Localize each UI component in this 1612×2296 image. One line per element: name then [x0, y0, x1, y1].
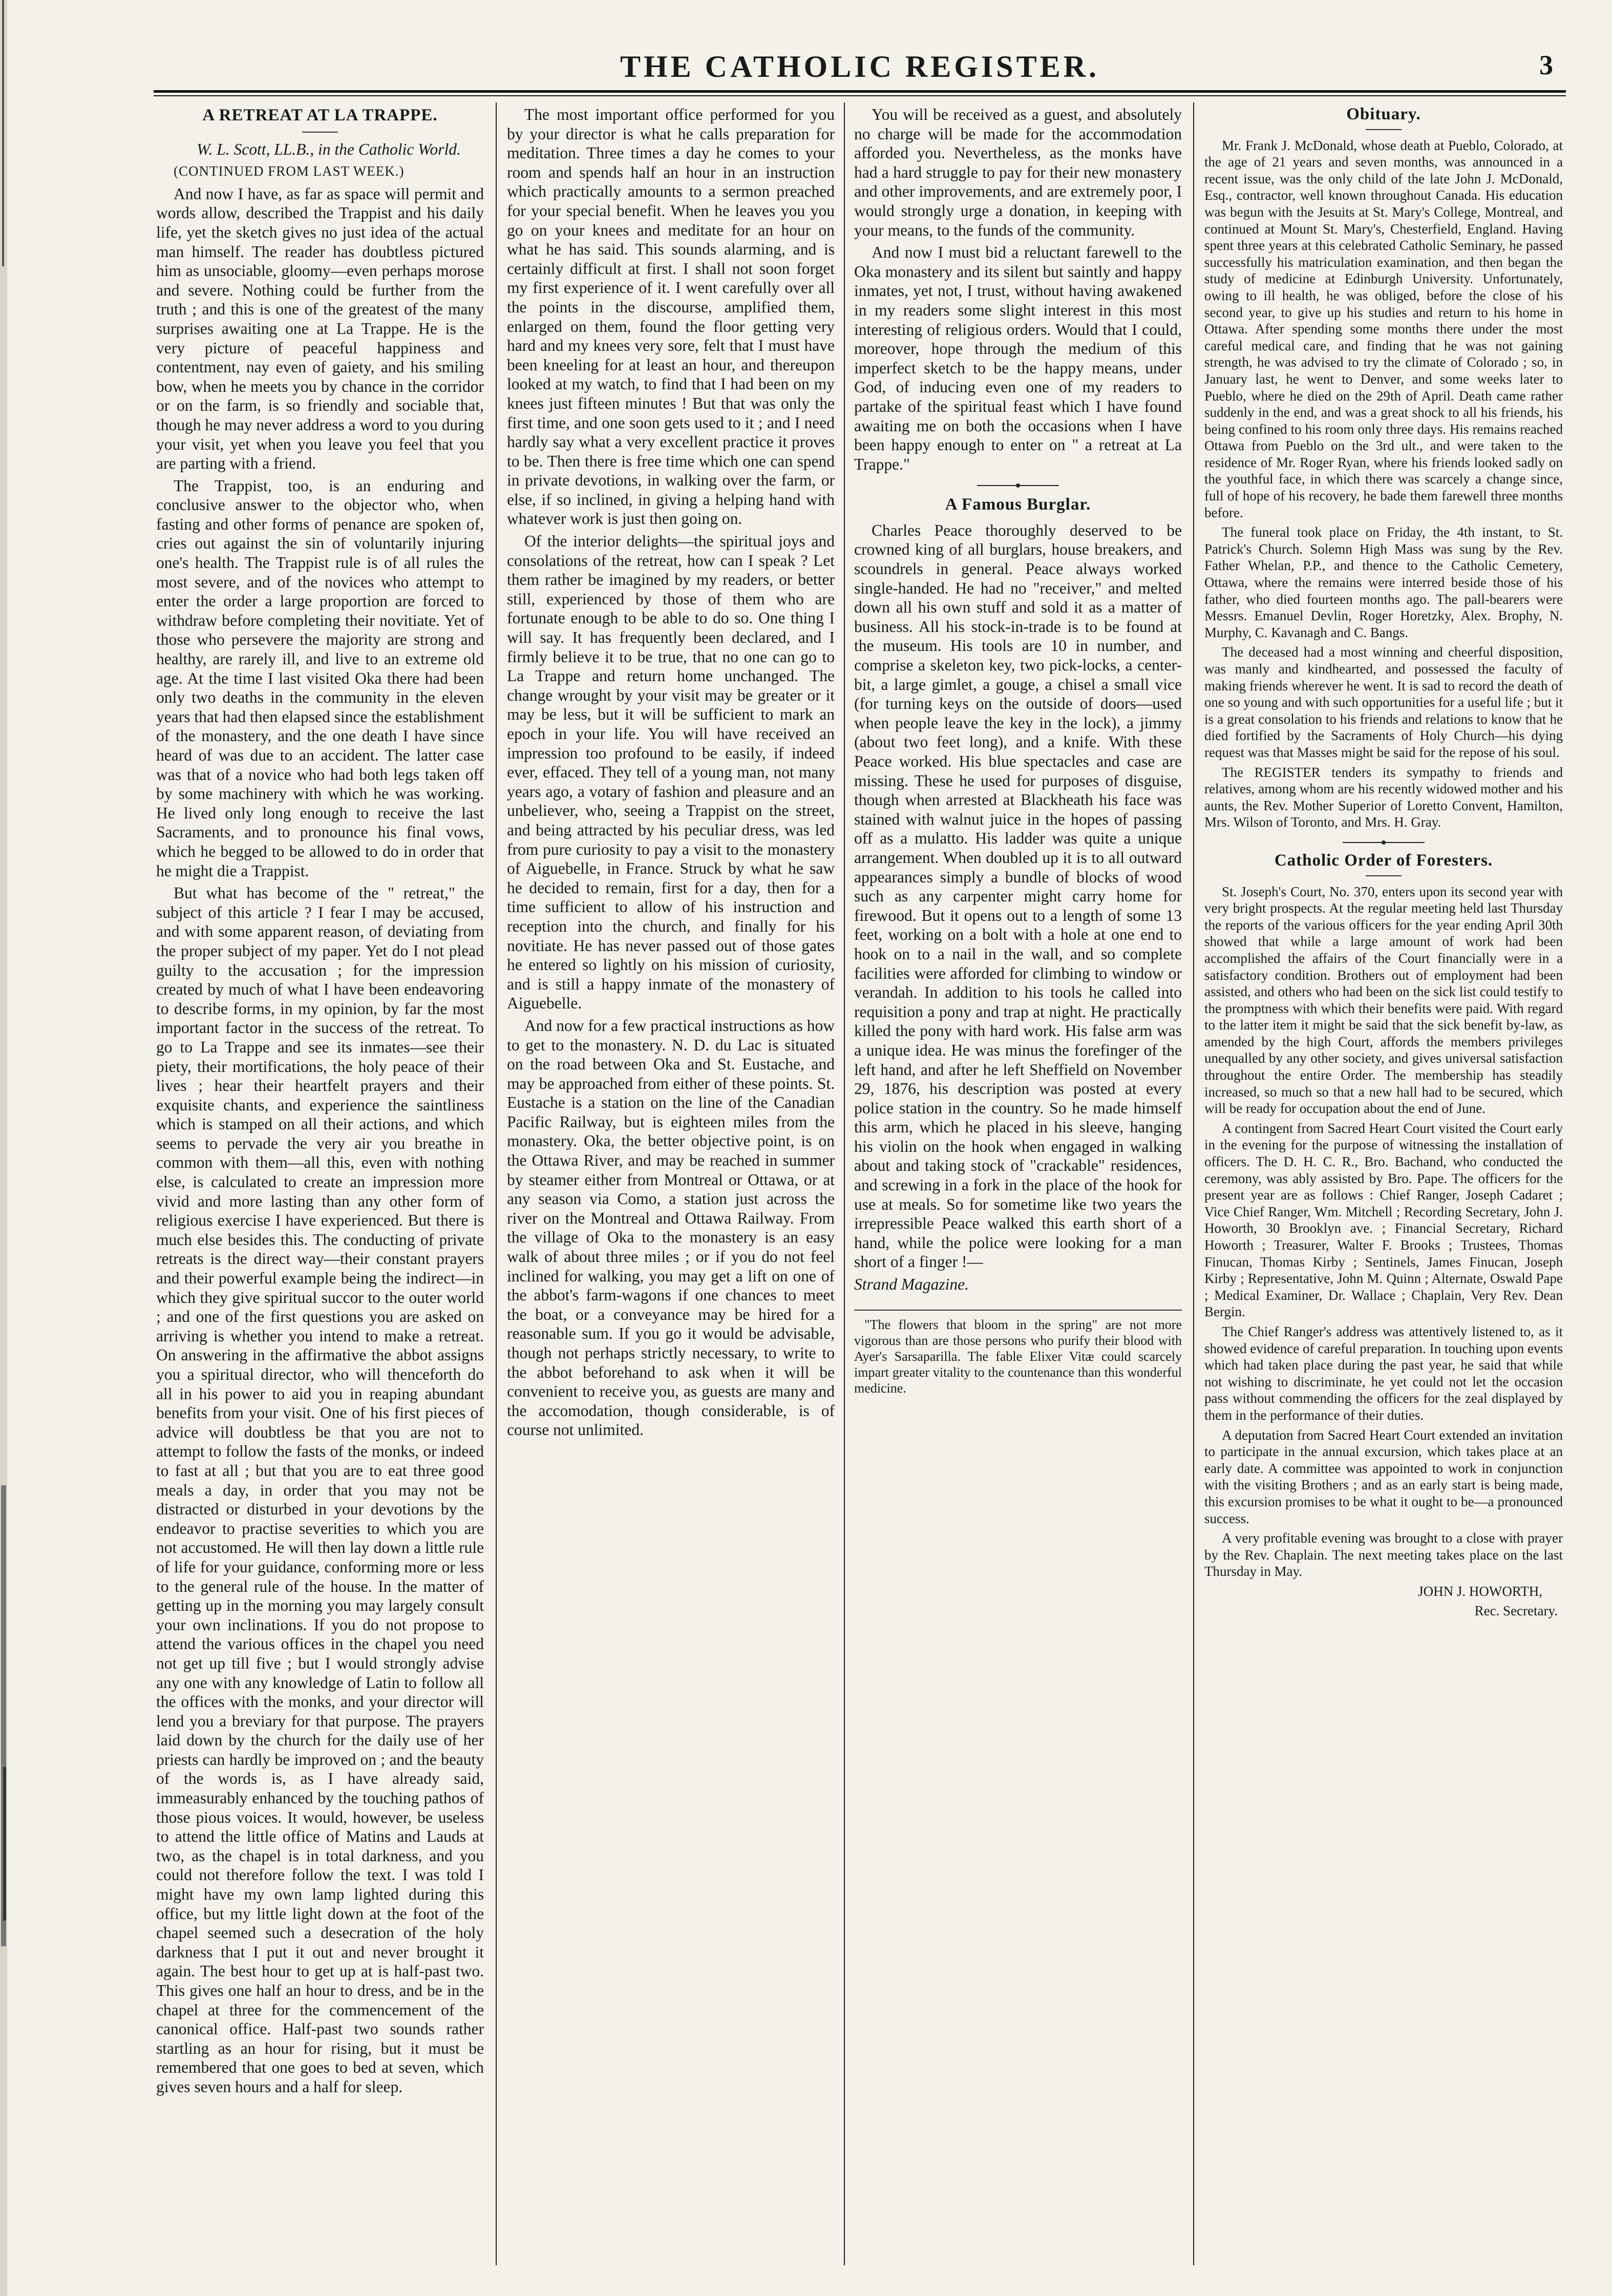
title-rule [1366, 875, 1402, 876]
obituary-paragraph: The REGISTER tenders its sympathy to friends and relatives, among whom are his recently widowed mother and his aunts, the Rev. Mother Superior of Loretto Convent, Hamilton, Mrs. Wilson of Toronto, and Mrs. H. Gray. [1204, 764, 1563, 830]
foresters-paragraph: A deputation from Sacred Heart Court extended an invitation to participate in the annual excursion, which takes place at an early date. A committee was appointed to work in conjunction with the visiting Brothers ; and as an early start is being made, this excursion promises to be what it ought to be—a pronounced success. [1204, 1427, 1563, 1526]
section-title: Catholic Order of Foresters. [1274, 851, 1493, 870]
title-rule [302, 132, 338, 133]
column-divider [844, 102, 845, 2265]
foresters-paragraph: A contingent from Sacred Heart Court visited the Court early in the evening for the purpose of witnessing the installation of officers. The D. H. C. R., Bro. Bachand, who conducted the ceremony, was ably assisted by Bro. Pape. The officers for the present year are as follows : Chief Ranger, Joseph Cadaret ; Vice Chief Ranger, Wm. Mitchell ; Recording Secretary, John J. Howorth, 30 Brooklyn ave. ; Financial Secretary, Richard Howorth ; Treasurer, Walter F. Brooks ; Trustees, Thomas Finucan, Thomas Kirby ; Sentinels, James Finucan, Joseph Kirby ; Representative, John M. Quinn ; Alternate, Oswald Pape ; Medical Examiner, Dr. Wallace ; Chaplain, Very Rev. Dean Bergin. [1204, 1120, 1563, 1320]
article-paragraph: Of the interior delights—the spiritual joys and consolations of the retreat, how can I speak ? Let them rather be imagined by my readers, or better still, experienced by those of them who are fortunate enough to be able to do so. One thing I will say. It has frequently been declared, and I firmly believe it to be true, that no one can go to La Trappe and return home unchanged. The change wrought by your visit may be greater or it may be less, but it will be sufficient to mark an epoch in your life. You will have received an impression too profound to be easily, if indeed ever, effaced. They tell of a young man, not many years ago, a votary of fashion and pleasure and an unbeliever, who, seeing a Trappist on the street, and being attracted by his peculiar dress, was led from pure curiosity to pay a visit to the monastery of Aiguebelle, in France. Struck by what he saw he decided to remain, first for a day, then for a time sufficient to allow of his instruction and reception into the church, and finally for his novitiate. He has never passed out of those gates he entered so lightly on his mission of curiosity, and is still a happy inmate of the monastery of Aiguebelle. [507, 532, 835, 1013]
masthead-rule-thin [154, 95, 1566, 96]
ornamental-divider [1343, 840, 1425, 845]
signature-title: Rec. Secretary. [1474, 1603, 1558, 1619]
foresters-paragraph: St. Joseph's Court, No. 370, enters upon its second year with very bright prospects. At the regular meeting held last Thursday the reports of the various officers for the year ending April 30th showed that while a large amount of work had been accomplished the affairs of the Court financially were in a satisfactory condition. Brothers out of employment had been assisted, and others who had been on the sick list could testify to the promptness with which their benefits were paid. With regard to the latter item it might be said that the sick benefit by-law, as amended by the high Court, affords the members privileges unequalled by any other society, and gives universal satisfaction throughout the entire Order. The membership has steadily increased, so much so that a new hall had to be secured, which will be ready for occupation about the end of June. [1204, 883, 1563, 1117]
advertisement [854, 1310, 1182, 1396]
column-2 [507, 105, 835, 2265]
article-paragraph: You will be received as a guest, and absolutely no charge will be made for the accommodation afforded you. Nevertheless, as the monks have had a hard struggle to pay for their new monastery and other improvements, and are extremely poor, I would strongly urge a donation, in keeping with your means, to the funds of the community. [854, 106, 1182, 239]
section-title: Obituary. [1346, 105, 1421, 123]
column-3 [854, 105, 1182, 2265]
title-rule [1366, 129, 1402, 130]
page-binding-edge [0, 0, 20, 2296]
continued-note: (CONTINUED FROM LAST WEEK.) [174, 163, 405, 179]
article-paragraph: And now for a few practical instructions as how to get to the monastery. N. D. du Lac is situated on the road between Oka and St. Eustache, and may be approached from either of these points. St. Eustache is a station on the line of the Canadian Pacific Railway, but is eighteen miles from the monastery. Oka, the better objective point, is on the Ottawa River, and may be reached in summer by steamer either from Montreal or Ottawa, or at any season via Como, a station just across the river on the Montreal and Ottawa Railway. From the village of Oka to the monastery is an easy walk of about three miles ; or if you do not feel inclined for walking, you may get a lift on one of the abbot's farm-wagons if one chances to meet the boat, or a conveyance may be hired for a reasonable sum. If you go it would be advisable, though not perhaps strictly necessary, to write to the abbot beforehand to ask when it will be convenient to receive you, as guests are many and the accomodation, though considerable, is of course not unlimited. [507, 1016, 835, 1439]
newspaper-title: THE CATHOLIC REGISTER. [620, 50, 1100, 83]
article-paragraph: But what has become of the " retreat," the subject of this article ? I fear I may be accused, and with some apparent reason, of deviating from the proper subject of my paper. Yet do I not plead guilty to the accusation ; for the impression created by much of what I have been endeavoring to describe forms, in my opinion, by far the most important factor in the success of the retreat. To go to La Trappe and see its inmates—see their piety, their mortifications, the holy peace of their lives ; hear their heartfelt prayers and their exquisite chants, and experience the saintliness which is stamped on all their actions, and which seems to pervade the very air you breathe in common with them—all this, even with nothing else, is calculated to create an impression more vivid and more lasting than any other form of religious exercise I have experienced. But there is much else besides this. The conducting of private retreats is the direct way—their constant prayers and their powerful example being the indirect—in which they give spiritual succor to the outer world ; and one of the first questions you are asked on arriving is whether you intend to make a retreat. On answering in the affirmative the abbot assigns you a spiritual director, who will thenceforth do all in his power to aid you in reaping abundant benefits from your visit. One of his first pieces of advice will doubtless be that you are not to attempt to follow the fasts of the monks, or indeed to fast at all ; but that you are to eat three good meals a day, in order that you may not be distracted or disturbed in your devotions by the endeavor to practise severities to which you are not accustomed. He will then lay down a little rule of life for your guidance, conforming more or less to the general rule of the house. In the matter of getting up in the morning you may largely consult your own inclinations. If you do not propose to attend the various offices in the chapel you need not get up till five ; but I would strongly advise any one with any knowledge of Latin to follow all the offices with the monks, and your director will lend you a breviary for that purpose. The prayers laid down by the church for the daily use of her priests can hardly be improved on ; and the beauty of the words is, as I have already said, immeasurably enhanced by the touching pathos of those pious voices. It would, however, be useless to attend the little office of Matins and Lauds at two, as the chapel is in total darkness, and you could not therefore follow the text. I was told I might have my own lamp lighted during this office, but my little light down at the foot of the chapel seemed such a desecration of the holy darkness that I put it out and never brought it again. The best hour to get up at is half-past two. This gives one half an hour to dress, and be in the chapel at three for the commencement of the canonical office. Half-past two sounds rather startling as an hour for rising, but it must be remembered that one goes to bed at seven, which gives seven hours and a half for sleep. [156, 884, 484, 2096]
article-title: A RETREAT AT LA TRAPPE. [202, 106, 438, 124]
column-4 [1204, 105, 1563, 2265]
masthead [154, 49, 1566, 95]
obituary-paragraph: The deceased had a most winning and cheerful disposition, was manly and kindhearted, and possessed the faculty of making friends wherever he went. It is sad to record the death of one so young and with such opportunities for a useful life ; but it is a great consolation to his friends and relations to know that he died fortified by the Sacraments of Holy Church—his dying request was that Masses might be said for the repose of his soul. [1204, 644, 1563, 760]
masthead-rule [154, 90, 1566, 93]
article-paragraph: The Trappist, too, is an enduring and conclusive answer to the objector who, when fasting and other forms of penance are spoken of, cries out against the sin of voluntarily injuring one's health. The Trappist rule is of all rules the most severe, and of the novices who attempt to enter the order a large proportion are forced to withdraw before completing their novitiate. Yet of those who persevere the majority are strong and healthy, are rarely ill, and live to an extreme old age. At the time I last visited Oka there had been only two deaths in the community in the eleven years that had then elapsed since the establishment of the monastery, and the one death I have since heard of was due to an accident. The latter case was that of a novice who had both legs taken off by some machinery with which he was working. He lived only long enough to receive the last Sacraments, and to pronounce his final vows, which he begged to be allowed to do in order that he might die a Trappist. [156, 476, 484, 880]
article-paragraph: And now I must bid a reluctant farewell to the Oka monastery and its silent but saintly and happy inmates, yet not, I trust, without having awakened in my readers some slight interest in this most interesting of religious orders. Would that I could, moreover, hope through the medium of this imperfect sketch to be the happy means, under God, of inducing even one of my readers to partake of the spiritual feast which I have found awaiting me on both the occasions when I have been happy enough to enter on " a retreat at La Trappe." [854, 243, 1182, 473]
advertisement-text: "The flowers that bloom in the spring" are not more vigorous than are those persons who purify their blood with Ayer's Sarsaparilla. The fable Elixer Vitæ could scarcely impart greater vitality to the countenance than this wonderful medicine. [854, 1317, 1182, 1396]
article-byline: W. L. Scott, LL.B., in the Catholic World. [197, 140, 461, 158]
page-number: 3 [1539, 50, 1553, 80]
article-paragraph: The most important office performed for you by your director is what he calls preparation for meditation. Three times a day he comes to your room and spends half an hour in an instruction which practically amounts to a sermon preached for your special benefit. When he leaves you you go on your knees and meditate for an hour on what he has said. This sounds alarming, and is certainly difficult at first. I shall not soon forget my first experience of it. I went carefully over all the points in the discourse, amplified them, enlarged on them, found the floor getting very hard and my knees very sore, felt that I must have been kneeling for at least an hour, and thereupon looked at my watch, to find that I had been on my knees just fifteen minutes ! But that was only the first time, and one soon gets used to it ; and I need hardly say what a very excellent practice it proves to be. Then there is free time which one can spend in private devotions, in walking over the farm, or else, if so inclined, in giving a helping hand with whatever work is just then going on. [507, 106, 835, 528]
foresters-paragraph: The Chief Ranger's address was attentively listened to, as it showed evidence of careful preparation. In touching upon events which had taken place during the past year, he said that while not wishing to discriminate, he yet could not let the occasion pass without commending the officers for the zeal displayed by them in the performance of their duties. [1204, 1323, 1563, 1423]
article-paragraph: And now I have, as far as space will permit and words allow, described the Trappist and his daily life, yet the sketch gives no just idea of the actual man himself. The reader has doubtless pictured him as unsociable, gloomy—even perhaps morose and severe. Nothing could be further from the truth ; and this is one of the greatest of the many surprises awaiting one at La Trappe. He is the very picture of peaceful happiness and contentment, nay even of gaiety, and his smiling bow, when he meets you by chance in the corridor or on the farm, is so friendly and sociable that, though he may never address a word to you during your visit, yet when you leave you feel that you are parting with a friend. [156, 184, 484, 473]
column-divider [496, 102, 497, 2265]
article-title: A Famous Burglar. [945, 495, 1091, 514]
article-credit: Strand Magazine. [854, 1275, 969, 1294]
obituary-paragraph: Mr. Frank J. McDonald, whose death at Pueblo, Colorado, at the age of 21 years and seven months, was announced in a recent issue, was the only child of the late John J. McDonald, Esq., contractor, well known throughout Canada. His education was begun with the Jesuits at St. Mary's College, Montreal, and continued at Mount St. Mary's, Chesterfield, England. Having spent three years at this celebrated Catholic Seminary, he passed successfully his matriculation examination, and then began the study of medicine at Edinburgh University. Unfortunately, owing to ill health, he was obliged, before the close of his second year, to give up his studies and return to his home in Ottawa. After spending some months there under the most careful medical care, and finding that he was not gaining strength, he was advised to try the climate of Colorado ; so, in January last, he went to Denver, and some weeks later to Pueblo, where he died on the 29th of April. Death came rather suddenly in the end, and was a great shock to all his friends, his being confined to his room only three days. His remains reached Ottawa from Pueblo on the 3rd ult., and were taken to the residence of Mr. Roger Ryan, where his friends looked sadly on the youthful face, in which there was scarcely a change since, full of hope of his recovery, he bade them farewell three months before. [1204, 137, 1563, 520]
column-1 [156, 105, 484, 2265]
signature-name: JOHN J. HOWORTH, [1418, 1583, 1542, 1599]
foresters-paragraph: A very profitable evening was brought to a close with prayer by the Rev. Chaplain. The next meeting takes place on the last Thursday in May. [1204, 1530, 1563, 1579]
article-paragraph: Charles Peace thoroughly deserved to be crowned king of all burglars, house breakers, and scoundrels in general. Peace always worked single-handed. He had no "receiver," and melted down all his own stuff and sold it as a matter of business. All his stock-in-trade is to be found at the museum. His tools are 10 in number, and comprise a skeleton key, two pick-locks, a center-bit, a large gimlet, a gouge, a chisel a small vice (for turning keys on the outside of doors—used when people leave the key in the lock), a jimmy (about two feet long), and a knife. With these Peace worked. His blue spectacles and case are missing. These he used for purposes of disguise, though when arrested at Blackheath his face was stained with walnut juice in the hopes of passing off as a mulatto. His ladder was quite a unique arrangement. When doubled up it is to all outward appearances simply a bundle of blocks of wood such as any carpenter might carry home for firewood. But it opens out to a length of some 13 feet, working on a bolt with a hole at one end to hook on to a nail in the wall, and so complete facilities were afforded for climbing to window or verandah. In addition to his tools he called into requisition a pony and trap at night. He practically killed the pony with hard work. His false arm was a unique idea. He was minus the forefinger of the left hand, and after he left Sheffield on November 29, 1876, his description was posted at every police station in the country. So he made himself this arm, which he placed in his sleeve, hanging his violin on the hook when engaged in walking about and taking stock of "crackable" residences, and screwing in a fork in the place of the hook for use at meals. So for sometime like two years the irrepressible Peace walked this earth short of a hand, while the police were looking for a man short of a finger !— [854, 521, 1182, 1271]
obituary-paragraph: The funeral took place on Friday, the 4th instant, to St. Patrick's Church. Solemn High Mass was sung by the Rev. Father Whelan, P.P., and thence to the Catholic Cemetery, Ottawa, where the remains were interred beside those of his father, who died fourteen months ago. The pall-bearers were Messrs. Emanuel Devlin, Roger Horetzky, Alex. Brophy, N. Murphy, C. Kavanagh and C. Bangs. [1204, 524, 1563, 640]
column-divider [1193, 102, 1194, 2265]
ornamental-divider [977, 483, 1059, 488]
